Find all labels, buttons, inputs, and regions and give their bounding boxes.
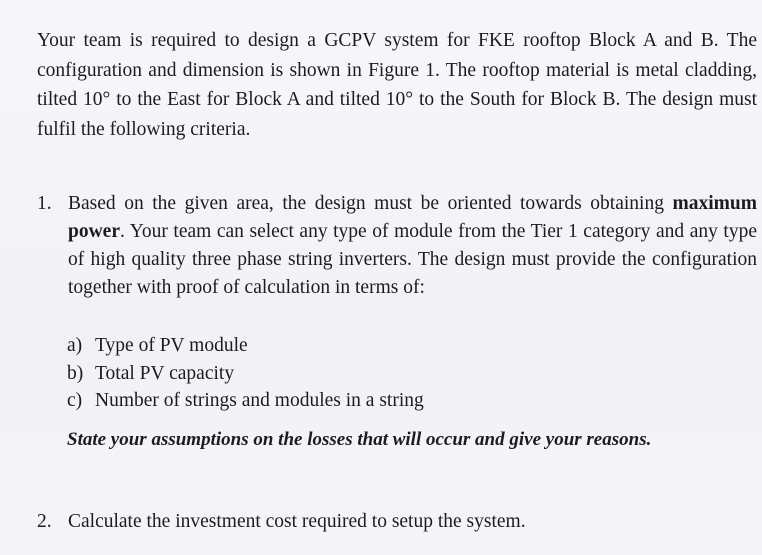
question-1-number: 1.	[37, 193, 52, 214]
list-item-letter: a)	[67, 335, 83, 356]
assumption-instruction: State your assumptions on the losses that will occur and give your reasons.	[67, 429, 652, 450]
list-item-text: Type of PV module	[95, 335, 248, 356]
list-item-text: Total PV capacity	[95, 362, 235, 384]
list-item-letter: c)	[67, 390, 83, 411]
question-1-text-before: Based on the given area, the design must be oriented towards obtaining	[68, 193, 673, 214]
list-item	[67, 332, 757, 360]
question-1-sub-list	[67, 332, 757, 415]
intro-paragraph: Your team is required to design a GCPV system for FKE rooftop Block A and B. The configuration and dimension is shown in Figure 1. The rooftop material is metal cladding, tilted 10° to the East for Block A and tilted 10° to the South for Block B. The design must fulfil the following criteria.	[37, 30, 757, 140]
list-item-letter: b)	[67, 362, 84, 384]
question-1-text-after: . Your team can select any type of module from the Tier 1 category and any type of high quality three phase string inverters. The design must provide the configuration together with proof of calculation in terms of:	[68, 221, 757, 298]
question-1-body	[68, 190, 757, 302]
question-1	[37, 190, 757, 302]
question-2-text: Calculate the investment cost required to setup the system.	[68, 511, 526, 532]
list-item-text: Number of strings and modules in a string	[95, 390, 424, 411]
question-2	[37, 508, 757, 536]
list-item	[67, 360, 757, 388]
question-1-bold-text: maximum power	[68, 193, 757, 242]
list-item	[67, 387, 757, 415]
question-2-number: 2.	[37, 511, 52, 532]
